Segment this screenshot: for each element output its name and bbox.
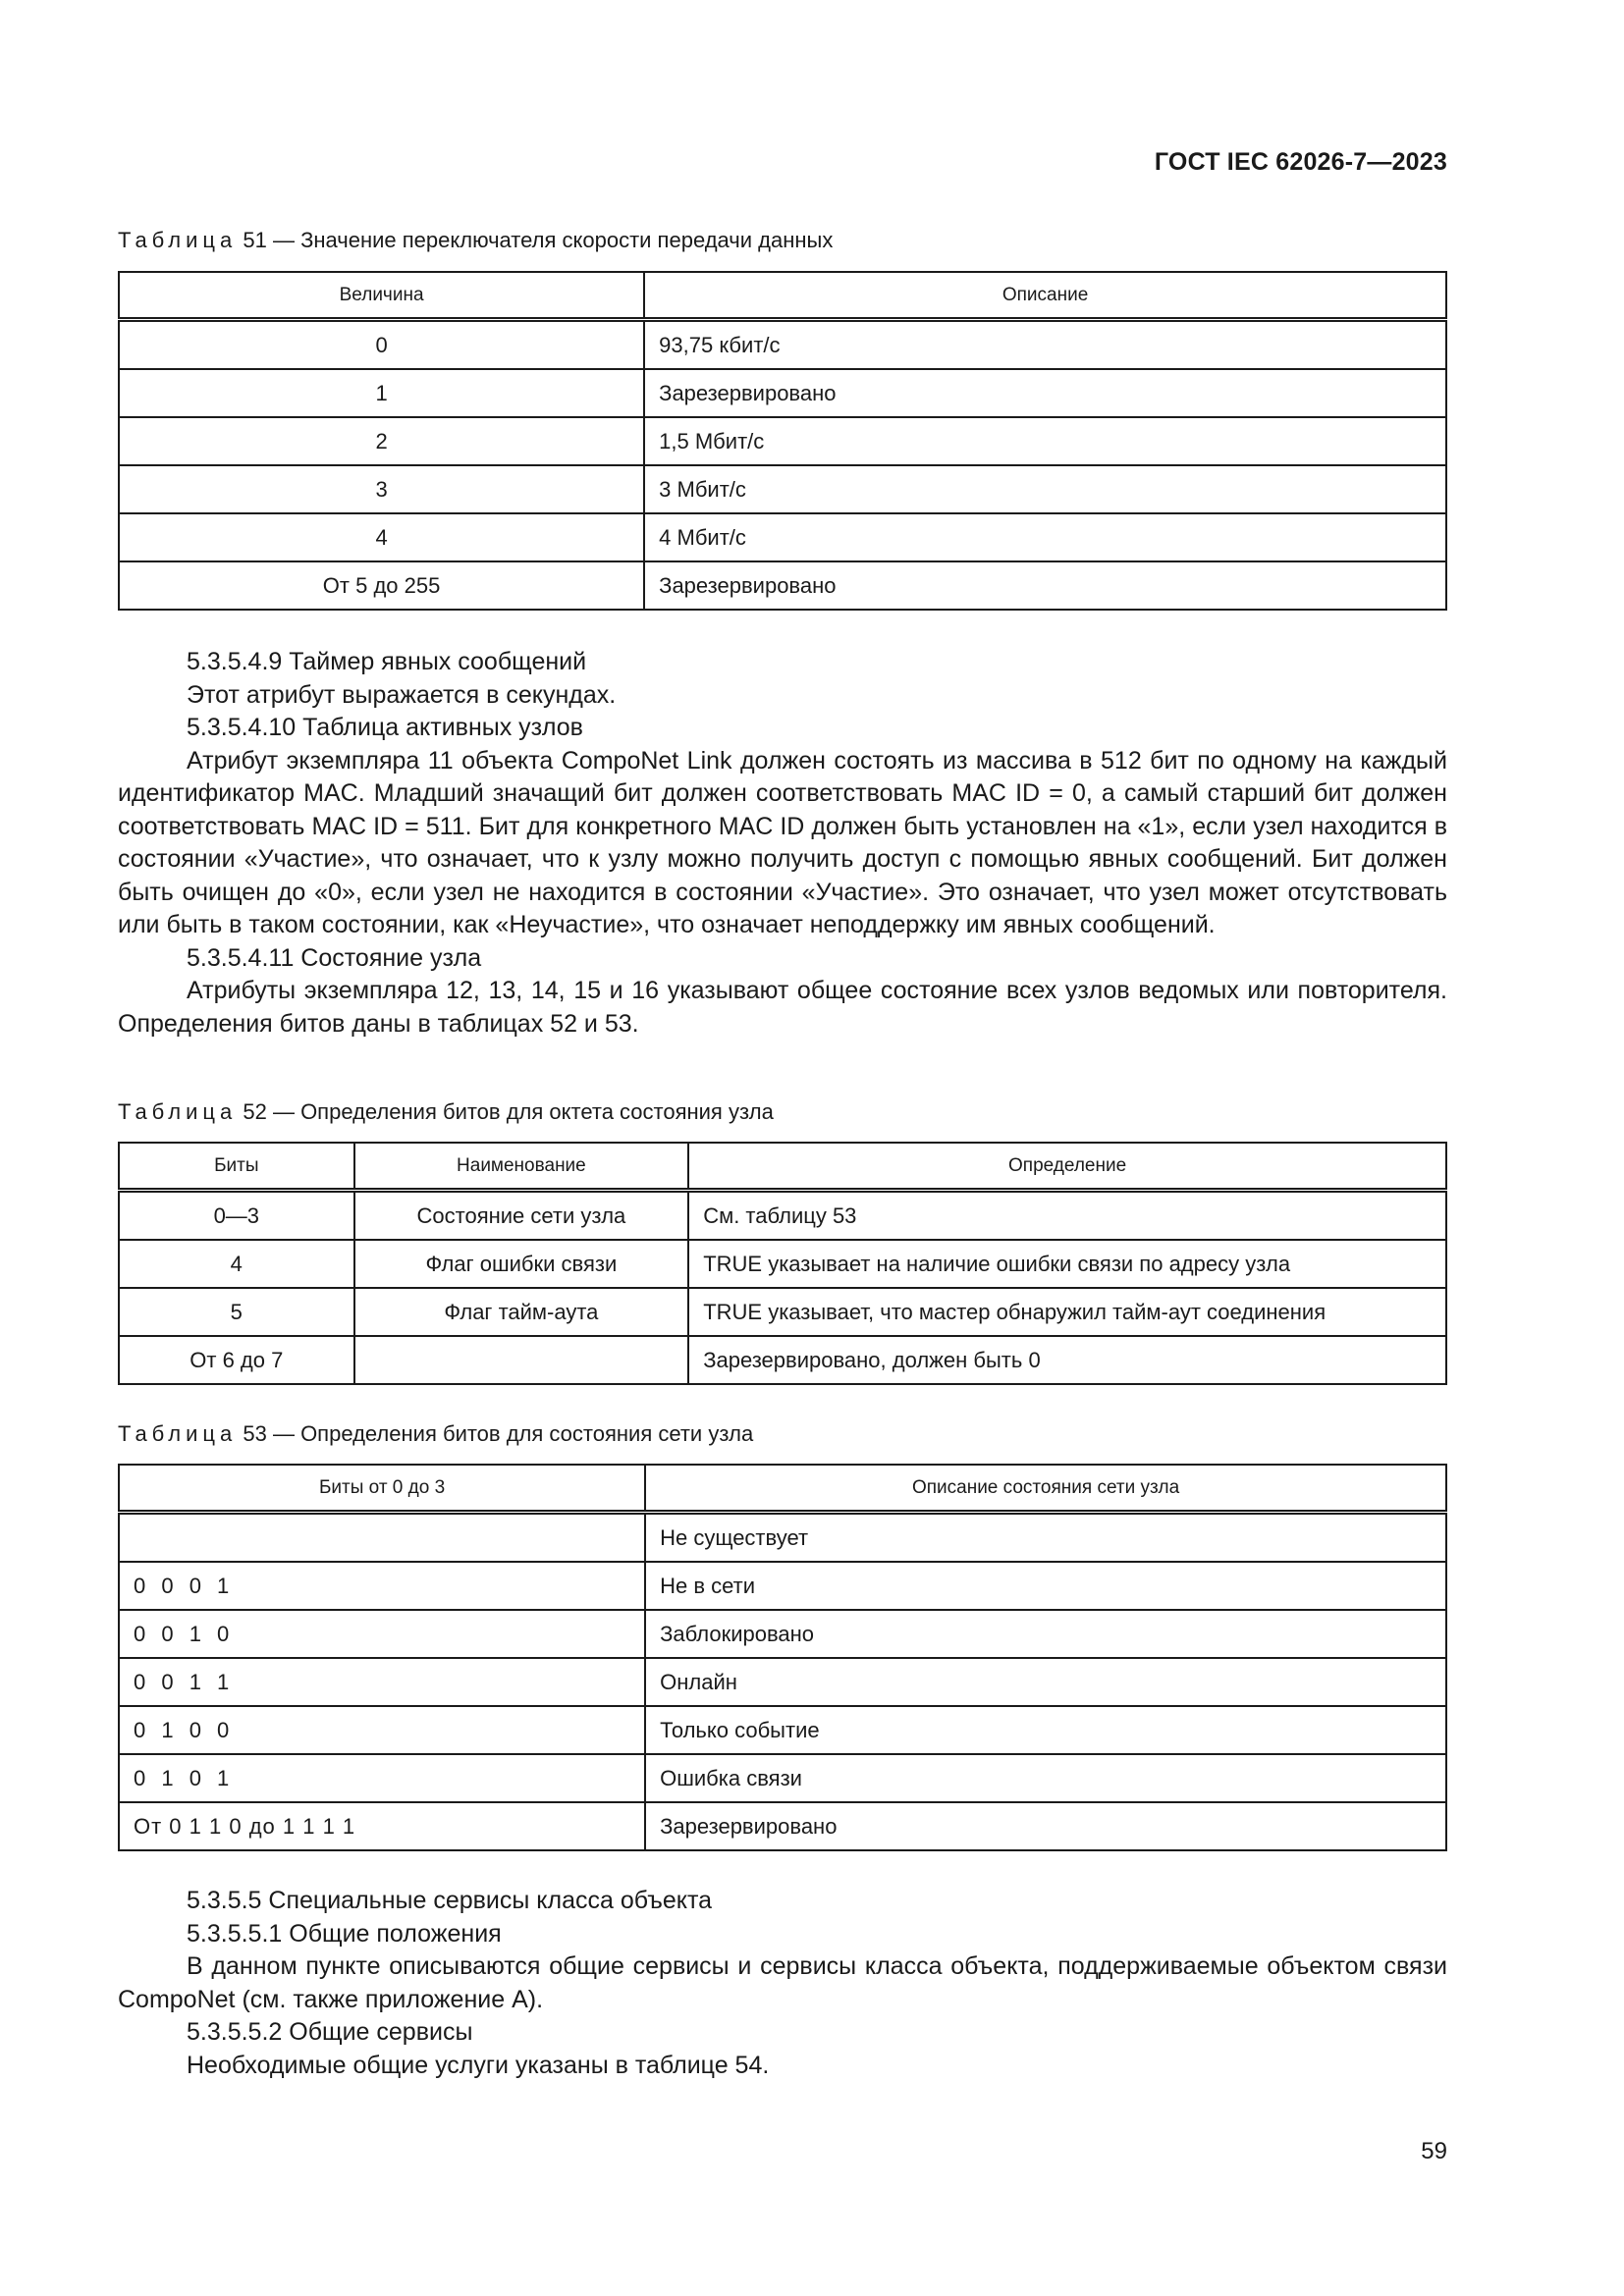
table52-cell [354, 1336, 689, 1384]
table51-header-value: Величина [119, 272, 644, 320]
table53-cell: Зарезервировано [645, 1802, 1446, 1850]
table52-cell: От 6 до 7 [119, 1336, 354, 1384]
table53-cell: Не в сети [645, 1562, 1446, 1610]
table51 [118, 271, 1447, 611]
table51-cell: 1,5 Мбит/с [644, 417, 1446, 465]
table-row [119, 1802, 1446, 1850]
table-row [119, 465, 1446, 513]
table53-header-bits: Биты от 0 до 3 [119, 1465, 645, 1513]
standard-header: ГОСТ IEC 62026-7—2023 [1154, 148, 1447, 176]
table53-cell: 0 0 1 1 [119, 1658, 645, 1706]
table-row [119, 1658, 1446, 1706]
table-row [119, 1240, 1446, 1288]
table51-cell: 4 Мбит/с [644, 513, 1446, 561]
table53-cell: 0 0 1 0 [119, 1610, 645, 1658]
table52 [118, 1142, 1447, 1385]
table53-cell [119, 1513, 645, 1563]
table52-cell: Состояние сети узла [354, 1191, 689, 1241]
table-row [119, 1754, 1446, 1802]
table51-cell: 2 [119, 417, 644, 465]
paragraph: Этот атрибут выражается в секундах. [187, 680, 617, 709]
paragraph: 5.3.5.5.1 Общие положения [187, 1919, 502, 1948]
table-row [119, 1336, 1446, 1384]
table53-cell: 0 1 0 1 [119, 1754, 645, 1802]
table51-cell: 1 [119, 369, 644, 417]
table51-header-row [119, 272, 1446, 320]
section-5-3-5-4-text [118, 646, 1447, 1041]
table51-cell: 4 [119, 513, 644, 561]
table53-cell: Заблокировано [645, 1610, 1446, 1658]
table52-cell: TRUE указывает на наличие ошибки связи по адресу узла [688, 1240, 1446, 1288]
table52-cell: TRUE указывает, что мастер обнаружил тайм-аут соединения [688, 1288, 1446, 1336]
table53-caption-word: Таблица [118, 1421, 238, 1446]
table52-caption-text: 52 — Определения битов для октета состояния узла [237, 1099, 774, 1124]
table-row [119, 1706, 1446, 1754]
table51-cell: Зарезервировано [644, 561, 1446, 610]
table52-header-definition: Определение [688, 1143, 1446, 1191]
table53-cell: Ошибка связи [645, 1754, 1446, 1802]
table-row [119, 1288, 1446, 1336]
table53-header-row [119, 1465, 1446, 1513]
table52-cell: 5 [119, 1288, 354, 1336]
table-row [119, 513, 1446, 561]
section-5-3-5-5-text [118, 1885, 1447, 2082]
paragraph: Атрибуты экземпляра 12, 13, 14, 15 и 16 указывают общее состояние всех узлов ведомых или повторителя. Определения битов даны в таблицах 52 и 53. [118, 977, 1447, 1038]
paragraph: 5.3.5.5 Специальные сервисы класса объекта [187, 1887, 713, 1914]
table52-cell: 0—3 [119, 1191, 354, 1241]
paragraph: 5.3.5.5.2 Общие сервисы [187, 2018, 473, 2046]
table-row [119, 1513, 1446, 1563]
table53 [118, 1464, 1447, 1851]
table53-caption-text: 53 — Определения битов для состояния сети узла [237, 1421, 754, 1446]
paragraph: В данном пункте описываются общие сервисы и сервисы класса объекта, поддерживаемые объектом связи CompoNet (см. также приложение А). [118, 1952, 1447, 2013]
paragraph: 5.3.5.4.11 Состояние узла [187, 943, 482, 972]
table52-cell: 4 [119, 1240, 354, 1288]
table52-caption [118, 1099, 774, 1125]
table-row [119, 417, 1446, 465]
table53-cell: Онлайн [645, 1658, 1446, 1706]
table-row [119, 1562, 1446, 1610]
table51-caption-text: 51 — Значение переключателя скорости передачи данных [237, 228, 834, 252]
table51-cell: 3 [119, 465, 644, 513]
table53-cell: Не существует [645, 1513, 1446, 1563]
table52-header-bits: Биты [119, 1143, 354, 1191]
table-row [119, 369, 1446, 417]
table-row [119, 320, 1446, 370]
table51-cell: 0 [119, 320, 644, 370]
table51-cell: 93,75 кбит/с [644, 320, 1446, 370]
table51-caption-word: Таблица [118, 228, 238, 252]
table53-cell: 0 1 0 0 [119, 1706, 645, 1754]
table-row [119, 1191, 1446, 1241]
table51-cell: От 5 до 255 [119, 561, 644, 610]
table52-cell: См. таблицу 53 [688, 1191, 1446, 1241]
table51-cell: Зарезервировано [644, 369, 1446, 417]
table53-cell: От 0 1 1 0 до 1 1 1 1 [119, 1802, 645, 1850]
table52-header-row [119, 1143, 1446, 1191]
table52-caption-word: Таблица [118, 1099, 238, 1124]
table52-cell: Зарезервировано, должен быть 0 [688, 1336, 1446, 1384]
paragraph: 5.3.5.4.10 Таблица активных узлов [187, 714, 583, 741]
table51-cell: 3 Мбит/с [644, 465, 1446, 513]
table52-cell: Флаг тайм-аута [354, 1288, 689, 1336]
table53-caption [118, 1421, 753, 1447]
page-number: 59 [1421, 2138, 1447, 2164]
table-row [119, 1610, 1446, 1658]
table51-header-description: Описание [644, 272, 1446, 320]
table53-header-description: Описание состояния сети узла [645, 1465, 1446, 1513]
table53-cell: 0 0 0 1 [119, 1562, 645, 1610]
table53-cell: Только событие [645, 1706, 1446, 1754]
paragraph: 5.3.5.4.9 Таймер явных сообщений [187, 648, 587, 675]
paragraph: Атрибут экземпляра 11 объекта CompoNet Link должен состоять из массива в 512 бит по одному на каждый идентификатор MAC. Младший значащий бит должен соответствовать MAC ID = 0, а самый старший бит должен соответствовать MAC ID = 511. Бит для конкретного MAC ID должен быть установлен на «1», если узел находится в состоянии «Участие», что означает, что к узлу можно получить доступ с помощью явных сообщений. Бит должен быть очищен до «0», если узел не находится в состоянии «Участие». Это означает, что узел может отсутствовать или быть в таком состоянии, как «Неучастие», что означает неподдержку им явных сообщений. [118, 746, 1447, 938]
paragraph: Необходимые общие услуги указаны в таблице 54. [187, 2051, 770, 2079]
table52-cell: Флаг ошибки связи [354, 1240, 689, 1288]
table-row [119, 561, 1446, 610]
table52-header-name: Наименование [354, 1143, 689, 1191]
table51-caption [118, 228, 833, 253]
